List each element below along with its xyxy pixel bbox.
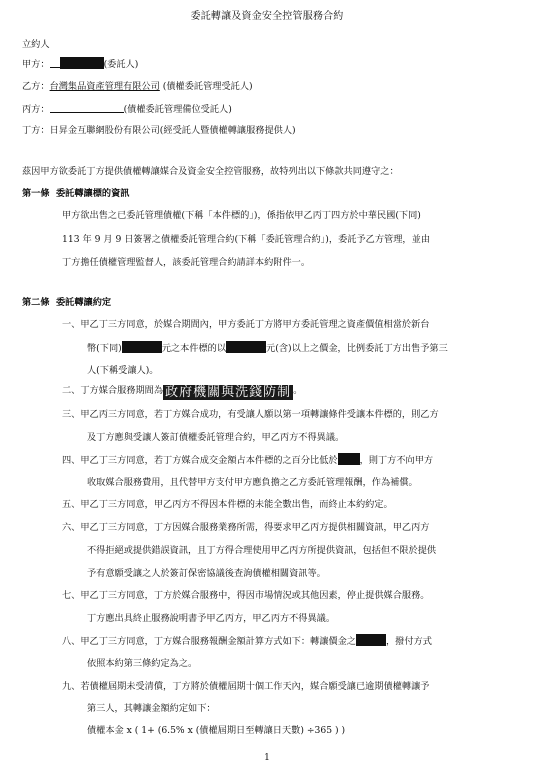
clause3-line: 及丁方應與受讓人簽訂債權委託管理合約，甲乙丙方不得異議。 (87, 432, 345, 443)
party-b-name: 台灣集品資產管理有限公司 (49, 81, 160, 92)
article1-heading (22, 187, 129, 200)
document-title: 委託轉讓及資金安全控管服務合約 (190, 11, 344, 22)
clause8-text: 八、甲乙丁三方同意，丁方媒合服務報酬金額計算方式如下：轉讓價金之 (62, 636, 356, 647)
clause1-text: 幣(下同) (87, 343, 122, 354)
intro-text: 茲因甲方欲委託丁方提供債權轉讓媒合及資金安全控管服務，故特列出以下條款共同遵守之： (22, 166, 399, 177)
party-c (22, 102, 232, 116)
party-c-blank (50, 102, 124, 113)
party-a-blank (50, 57, 60, 68)
clause1-line: 一、甲乙丁三方同意，於媒合期間內，甲方委託丁方將甲方委託管理之資產價值相當於新台 (62, 319, 430, 330)
article1-number: 第一條 (22, 188, 50, 199)
amount-redaction (122, 341, 162, 353)
clause7-line: 丁方應出具終止服務說明書予甲乙丙方，甲乙丙方不得異議。 (87, 613, 336, 624)
party-b-label: 乙方： (22, 81, 50, 92)
clause1-line: 人(下稱受讓人)。 (87, 365, 159, 376)
clause2-text: 二、丁方媒合服務期間為 (62, 385, 164, 396)
clause4-line (62, 453, 433, 467)
party-c-role: (債權委託管理備位受託人) (123, 104, 232, 115)
article1-line: 甲方欲出售之已委託管理債權(下稱「本件標的」)，係指依甲乙丙丁四方於中華民國(下同) (62, 210, 421, 221)
article2-heading (22, 296, 111, 309)
clause9-line: 九、若債權屆期未受清償，丁方將於債權屆期十個工作天內，媒合願受讓已逾期債權轉讓予 (62, 681, 430, 692)
party-a-role: (委託人) (103, 59, 139, 70)
clause9-formula: 債權本金 x ( 1+ (6.5% x (債權屆期日至轉讓日天數) ÷365 ) ) (87, 725, 346, 736)
clause6-line: 六、甲乙丁三方同意，丁方因媒合服務業務所需，得要求甲乙丙方提供相關資訊，甲乙丙方 (62, 522, 430, 533)
clause1-text: 元(含)以上之價金，比例委託丁方出售予第三 (266, 343, 448, 354)
clause9-line: 第三人，其轉讓金額約定如下： (87, 703, 216, 714)
clause8-text: ，撥付方式 (386, 636, 432, 647)
party-d-name: 日昇金互聯網股份有限公司(經受託人暨債權轉讓服務提供人) (49, 125, 296, 136)
party-d-label: 丁方： (22, 125, 50, 136)
clause6-line: 不得拒絕或提供錯誤資訊，且丁方得合理使用甲乙丙方所提供資訊，包括但不限於提供 (87, 545, 437, 556)
clause2-line (62, 384, 302, 400)
clause4-line: 收取媒合服務費用，且代替甲方支付甲方應負擔之乙方委託管理報酬，作為補償。 (87, 477, 418, 488)
party-b-role: (債權委託管理受託人) (162, 81, 253, 92)
party-b (22, 80, 253, 93)
party-a (22, 57, 138, 71)
clause4-text: ，則丁方不向甲方 (359, 455, 434, 466)
clause3-line: 三、甲乙丙三方同意，若丁方媒合成功，有受讓人願以第一項轉讓條件受讓本件標的，則乙方 (62, 409, 439, 420)
clause5-line: 五、甲乙丁三方同意，甲乙丙方不得因本件標的未能全數出售，而終止本約約定。 (62, 499, 393, 510)
watermark-overlay: 政府機關與洗錢防制 (165, 385, 292, 400)
clause8-line (62, 634, 432, 648)
party-a-label: 甲方： (22, 59, 50, 70)
clause2-text: 。 (293, 385, 303, 396)
article1-line: 113 年 9 月 9 日簽署之債權委託管理合約(下稱「委託管理合約」)，委託予乙方管理，並由 (62, 234, 430, 245)
clause8-line: 依照本約第三條約定為之。 (87, 658, 198, 669)
party-d (22, 124, 296, 137)
party-a-redaction (60, 57, 104, 69)
article2-number: 第二條 (22, 297, 50, 308)
parties-heading: 立約人 (22, 39, 50, 50)
article1-title: 委託轉讓標的資訊 (55, 188, 130, 199)
clause1-text: 元之本件標的以 (161, 343, 227, 354)
fee-redaction (356, 634, 386, 646)
clause4-text: 四、甲乙丁三方同意，若丁方媒合成交金額占本件標的之百分比低於 (62, 455, 338, 466)
party-c-label: 丙方： (22, 104, 50, 115)
article2-title: 委託轉讓約定 (55, 297, 112, 308)
clause7-line: 七、甲乙丁三方同意，丁方於媒合服務中，得因市場情況或其他因素，停止提供媒合服務。 (62, 590, 430, 601)
clause1-line (87, 341, 448, 355)
price-redaction (226, 341, 266, 353)
article1-line: 丁方擔任債權管理監督人，該委託管理合約請詳本約附件一。 (62, 257, 311, 268)
clause6-line: 予有意願受讓之人於簽訂保密協議後查詢債權相關資訊等。 (87, 568, 326, 579)
page-number: 1 (264, 753, 270, 763)
percent-redaction (338, 453, 360, 465)
